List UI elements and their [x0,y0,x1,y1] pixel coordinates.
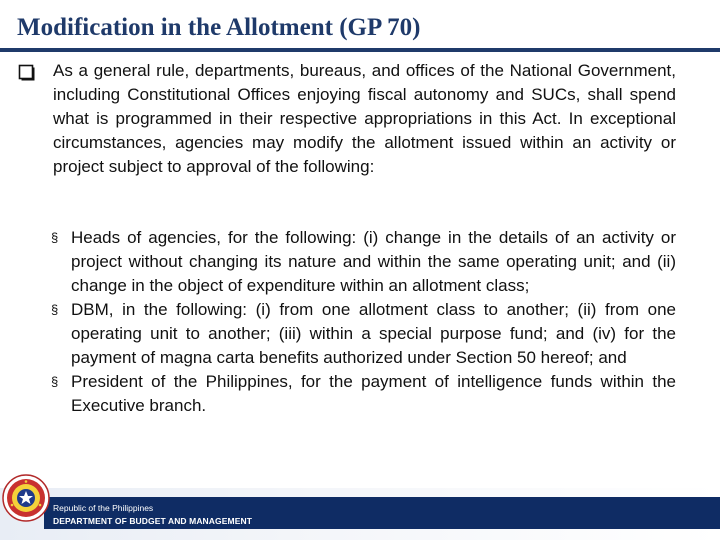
sub-bullet-item-president [50,370,676,418]
section-bullet-icon: § [51,302,59,317]
slide-title: Modification in the Allotment (GP 70) [17,14,421,41]
section-bullet-icon: § [51,374,59,389]
footer-department-text: DEPARTMENT OF BUDGET AND MANAGEMENT [53,516,252,526]
dbm-seal-icon [2,474,50,522]
footer-republic-text: Republic of the Philippines [53,503,154,513]
sub-bullet-item-dbm [50,298,676,370]
sub-bullet-text: President of the Philippines, for the payment of intelligence funds within the Executive branch. [71,372,676,415]
main-paragraph: As a general rule, departments, bureaus, and offices of the National Government, including Constitutional Offices enjoying fiscal autonomy and SUCs, shall spend what is programmed in their respective appropriations in this Act. In exceptional circumstances, agencies may modify the allotment issued within an activity or project subject to approval of the following: [53,61,676,176]
sub-bullet-item-heads [50,226,676,298]
sub-bullet-list [50,226,676,418]
sub-bullet-text: DBM, in the following: (i) from one allotment class to another; (ii) from one operating unit to another; (iii) within a special purpose fund; and (iv) for the payment of magna carta benefits authorized under Section 50 hereof; and [71,300,676,367]
title-divider [0,48,720,52]
hollow-square-bullet-icon [18,64,36,82]
section-bullet-icon: § [51,230,59,245]
sub-bullet-text: Heads of agencies, for the following: (i) change in the details of an activity or project without changing its nature and within the same operating unit; and (ii) change in the object of expenditure within an allotment class; [71,228,676,295]
